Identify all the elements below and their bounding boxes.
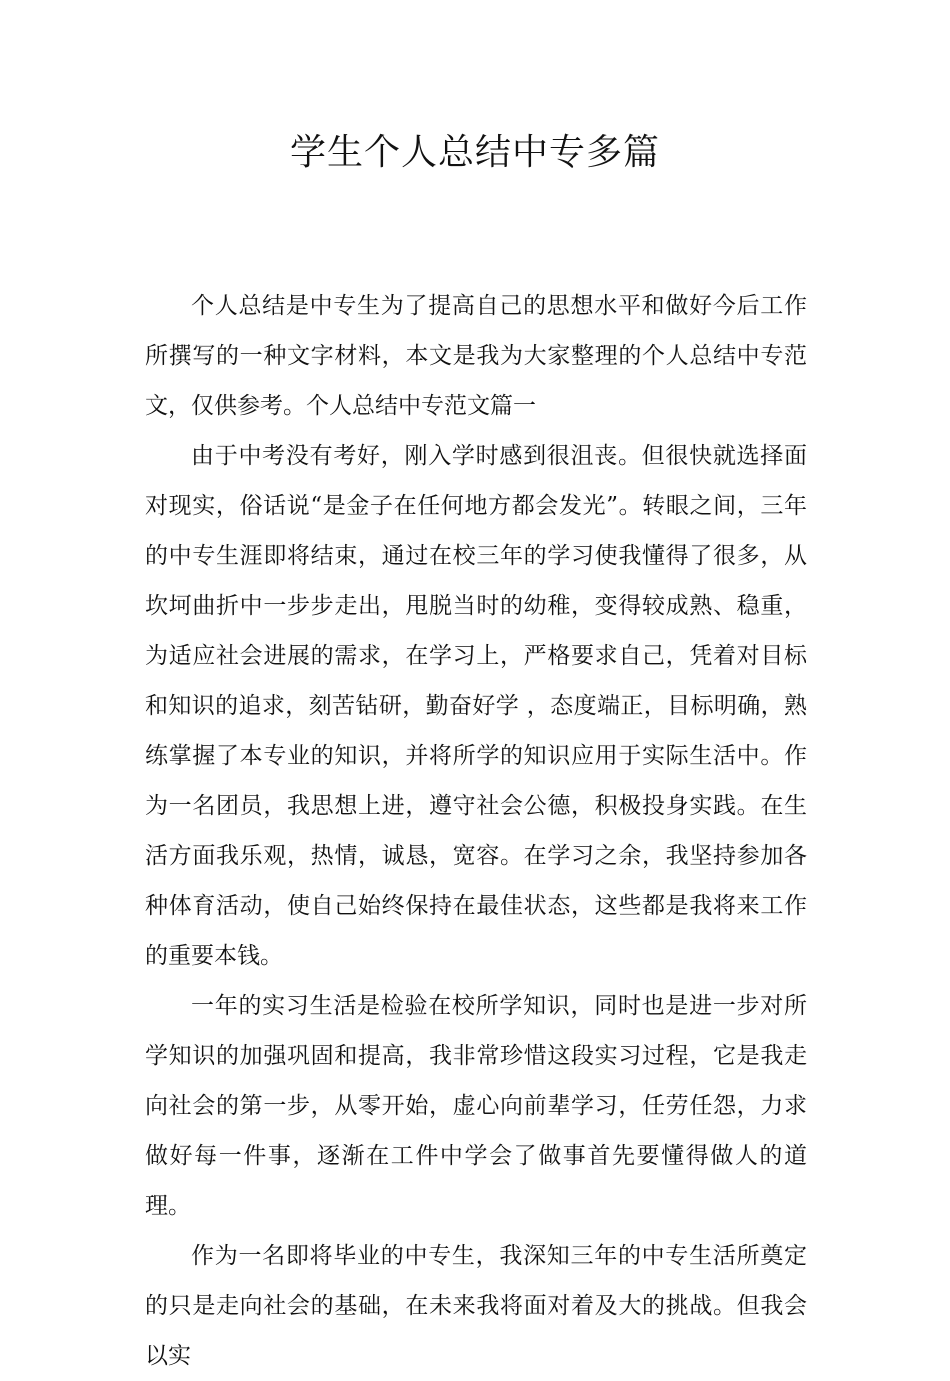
document-title: 学生个人总结中专多篇 — [289, 132, 660, 173]
paragraph-4: 作为一名即将毕业的中专生，我深知三年的中专生活所奠定的只是走向社会的基础，在未来我将面对着及大的挑战。但我会以实 — [145, 1243, 807, 1369]
paragraph-3: 一年的实习生活是检验在校所学知识，同时也是进一步对所学知识的加强巩固和提高，我非常珍惜这段实习过程，它是我走向社会的第一步，从零开始，虚心向前辈学习，任劳任怨，力求做好每一件事，逐渐在工件中学会了做事首先要懂得做人的道理。 — [145, 993, 807, 1219]
paragraph-2: 由于中考没有考好，刚入学时感到很沮丧。但很快就选择面对现实，俗话说“是金子在任何地方都会发光”。转眼之间，三年的中专生涯即将结束，通过在校三年的学习使我懂得了很多，从坎坷曲折中一步步走出，甩脱当时的幼稚，变得较成熟、稳重，为适应社会进展的需求，在学习上，严格要求自己，凭着对目标和知识的追求，刻苦钻研，勤奋好学 ，态度端正，目标明确，熟练掌握了本专业的知识，并将所学的知识应用于实际生活中。作为一名团员，我思想上进，遵守社会公德，积极投身实践。在生活方面我乐观，热情，诚恳，宽容。在学习之余，我坚持参加各种体育活动，使自己始终保持在最佳状态，这些都是我将来工作的重要本钱。 — [145, 443, 807, 969]
document-body — [145, 281, 807, 1381]
paragraph-1: 个人总结是中专生为了提高自己的思想水平和做好今后工作所撰写的一种文字材料，本文是我为大家整理的个人总结中专范文，仅供参考。个人总结中专范文篇一 — [145, 293, 807, 419]
